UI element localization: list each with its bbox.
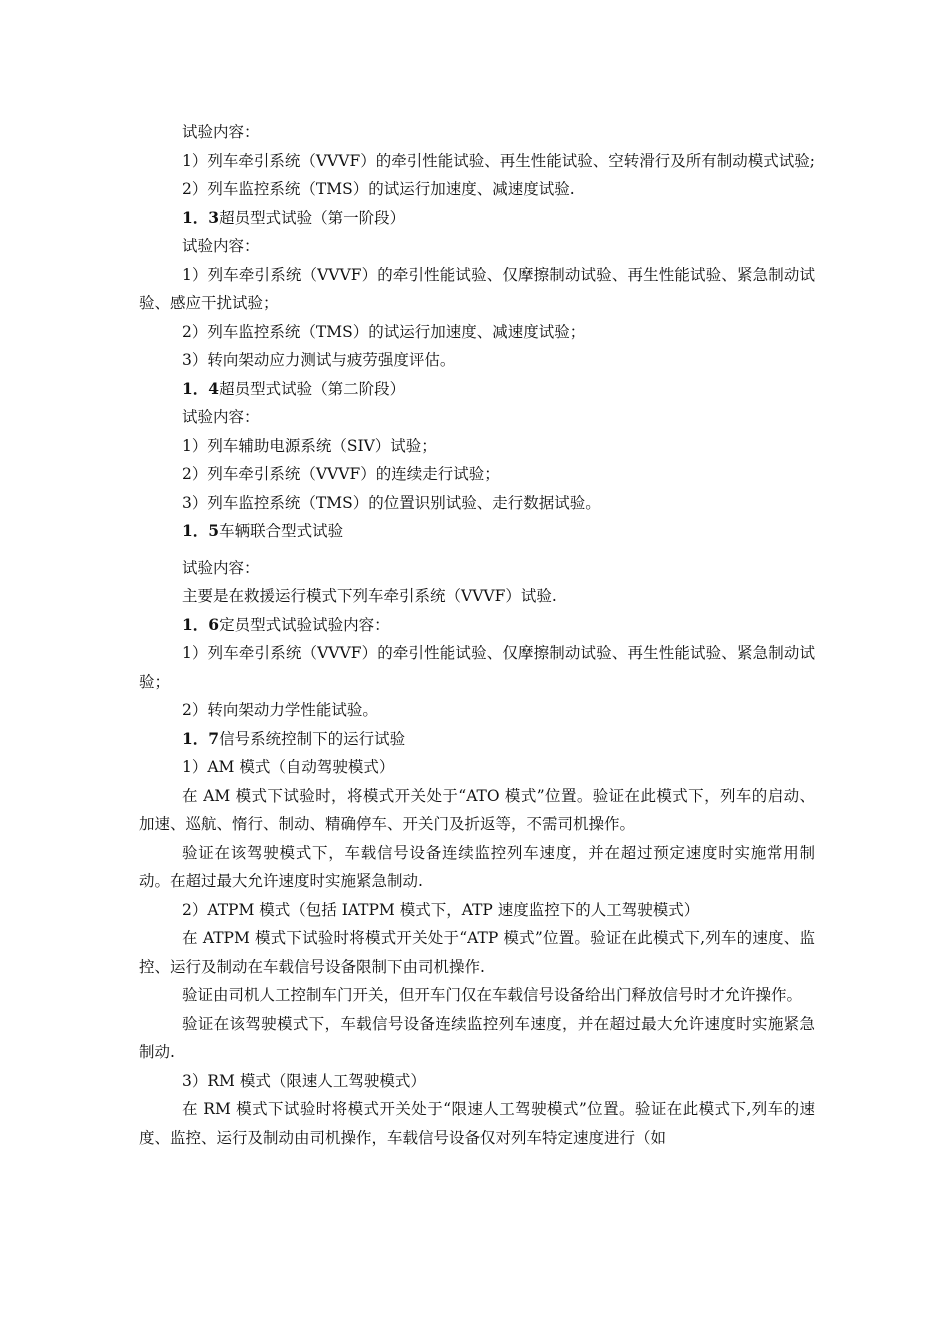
paragraph: 1）列车牵引系统（VVVF）的牵引性能试验、仅摩擦制动试验、再生性能试验、紧急制动试验、感应干扰试验； bbox=[139, 265, 815, 312]
paragraph: 在 AM 模式下试验时，将模式开关处于“ATO 模式”位置。验证在此模式下，列车的启动、加速、巡航、惰行、制动、精确停车、开关门及折返等，不需司机操作。 bbox=[139, 786, 815, 833]
section-title: 车辆联合型式试验 bbox=[219, 522, 344, 540]
paragraph: 1）AM 模式（自动驾驶模式） bbox=[182, 758, 395, 776]
section-heading bbox=[139, 204, 815, 233]
paragraph: 2）列车监控系统（TMS）的试运行加速度、减速度试验； bbox=[182, 322, 586, 341]
paragraph: 1）列车牵引系统（VVVF）的牵引性能试验、再生性能试验、空转滑行及所有制动模式试验; bbox=[182, 151, 815, 170]
paragraph: 2）列车牵引系统（VVVF）的连续走行试验； bbox=[182, 465, 500, 483]
section-heading bbox=[139, 725, 815, 754]
paragraph: 2）转向架动力学性能试验。 bbox=[182, 701, 378, 719]
document-body bbox=[139, 118, 815, 1152]
paragraph: 3）列车监控系统（TMS）的位置识别试验、走行数据试验。 bbox=[182, 493, 601, 512]
section-heading bbox=[139, 611, 815, 640]
paragraph: 试验内容： bbox=[182, 558, 260, 577]
section-title: 超员型式试验（第二阶段） bbox=[219, 379, 406, 398]
paragraph: 验证在该驾驶模式下，车载信号设备连续监控列车速度，并在超过预定速度时实施常用制动。在超过最大允许速度时实施紧急制动. bbox=[139, 843, 815, 890]
section-number: 1．3 bbox=[182, 207, 220, 227]
paragraph: 3）RM 模式（限速人工驾驶模式） bbox=[182, 1071, 426, 1090]
section-number: 1．4 bbox=[182, 378, 220, 398]
paragraph: 1）列车辅助电源系统（SIV）试验； bbox=[182, 436, 437, 455]
section-heading bbox=[139, 517, 815, 546]
paragraph: 试验内容： bbox=[182, 123, 260, 141]
section-number: 1．7 bbox=[182, 728, 220, 748]
paragraph: 1）列车牵引系统（VVVF）的牵引性能试验、仅摩擦制动试验、再生性能试验、紧急制动试验； bbox=[139, 644, 815, 691]
section-number: 1．6 bbox=[182, 614, 220, 634]
paragraph: 验证在该驾驶模式下，车载信号设备连续监控列车速度，并在超过最大允许速度时实施紧急制动. bbox=[139, 1014, 815, 1061]
paragraph: 在 RM 模式下试验时将模式开关处于“限速人工驾驶模式”位置。验证在此模式下,列车的速度、监控、运行及制动由司机操作，车载信号设备仅对列车特定速度进行（如 bbox=[139, 1100, 815, 1147]
paragraph: 2）ATPM 模式（包括 IATPM 模式下，ATP 速度监控下的人工驾驶模式） bbox=[182, 900, 700, 919]
paragraph: 试验内容： bbox=[182, 408, 260, 426]
section-title: 信号系统控制下的运行试验 bbox=[219, 729, 406, 748]
paragraph: 3）转向架动应力测试与疲劳强度评估。 bbox=[182, 351, 456, 369]
paragraph: 试验内容： bbox=[182, 237, 260, 255]
section-heading bbox=[139, 375, 815, 404]
paragraph: 验证由司机人工控制车门开关，但开车门仅在车载信号设备给出门释放信号时才允许操作。 bbox=[182, 986, 803, 1004]
paragraph: 在 ATPM 模式下试验时将模式开关处于“ATP 模式”位置。验证在此模式下,列车的速度、监控、运行及制动在车载信号设备限制下由司机操作. bbox=[139, 929, 815, 976]
paragraph: 2）列车监控系统（TMS）的试运行加速度、减速度试验. bbox=[182, 180, 575, 198]
paragraph: 主要是在救援运行模式下列车牵引系统（VVVF）试验. bbox=[182, 587, 557, 605]
section-title: 定员型式试验试验内容： bbox=[219, 615, 390, 634]
section-number: 1．5 bbox=[182, 521, 220, 540]
section-title: 超员型式试验（第一阶段） bbox=[219, 208, 406, 227]
